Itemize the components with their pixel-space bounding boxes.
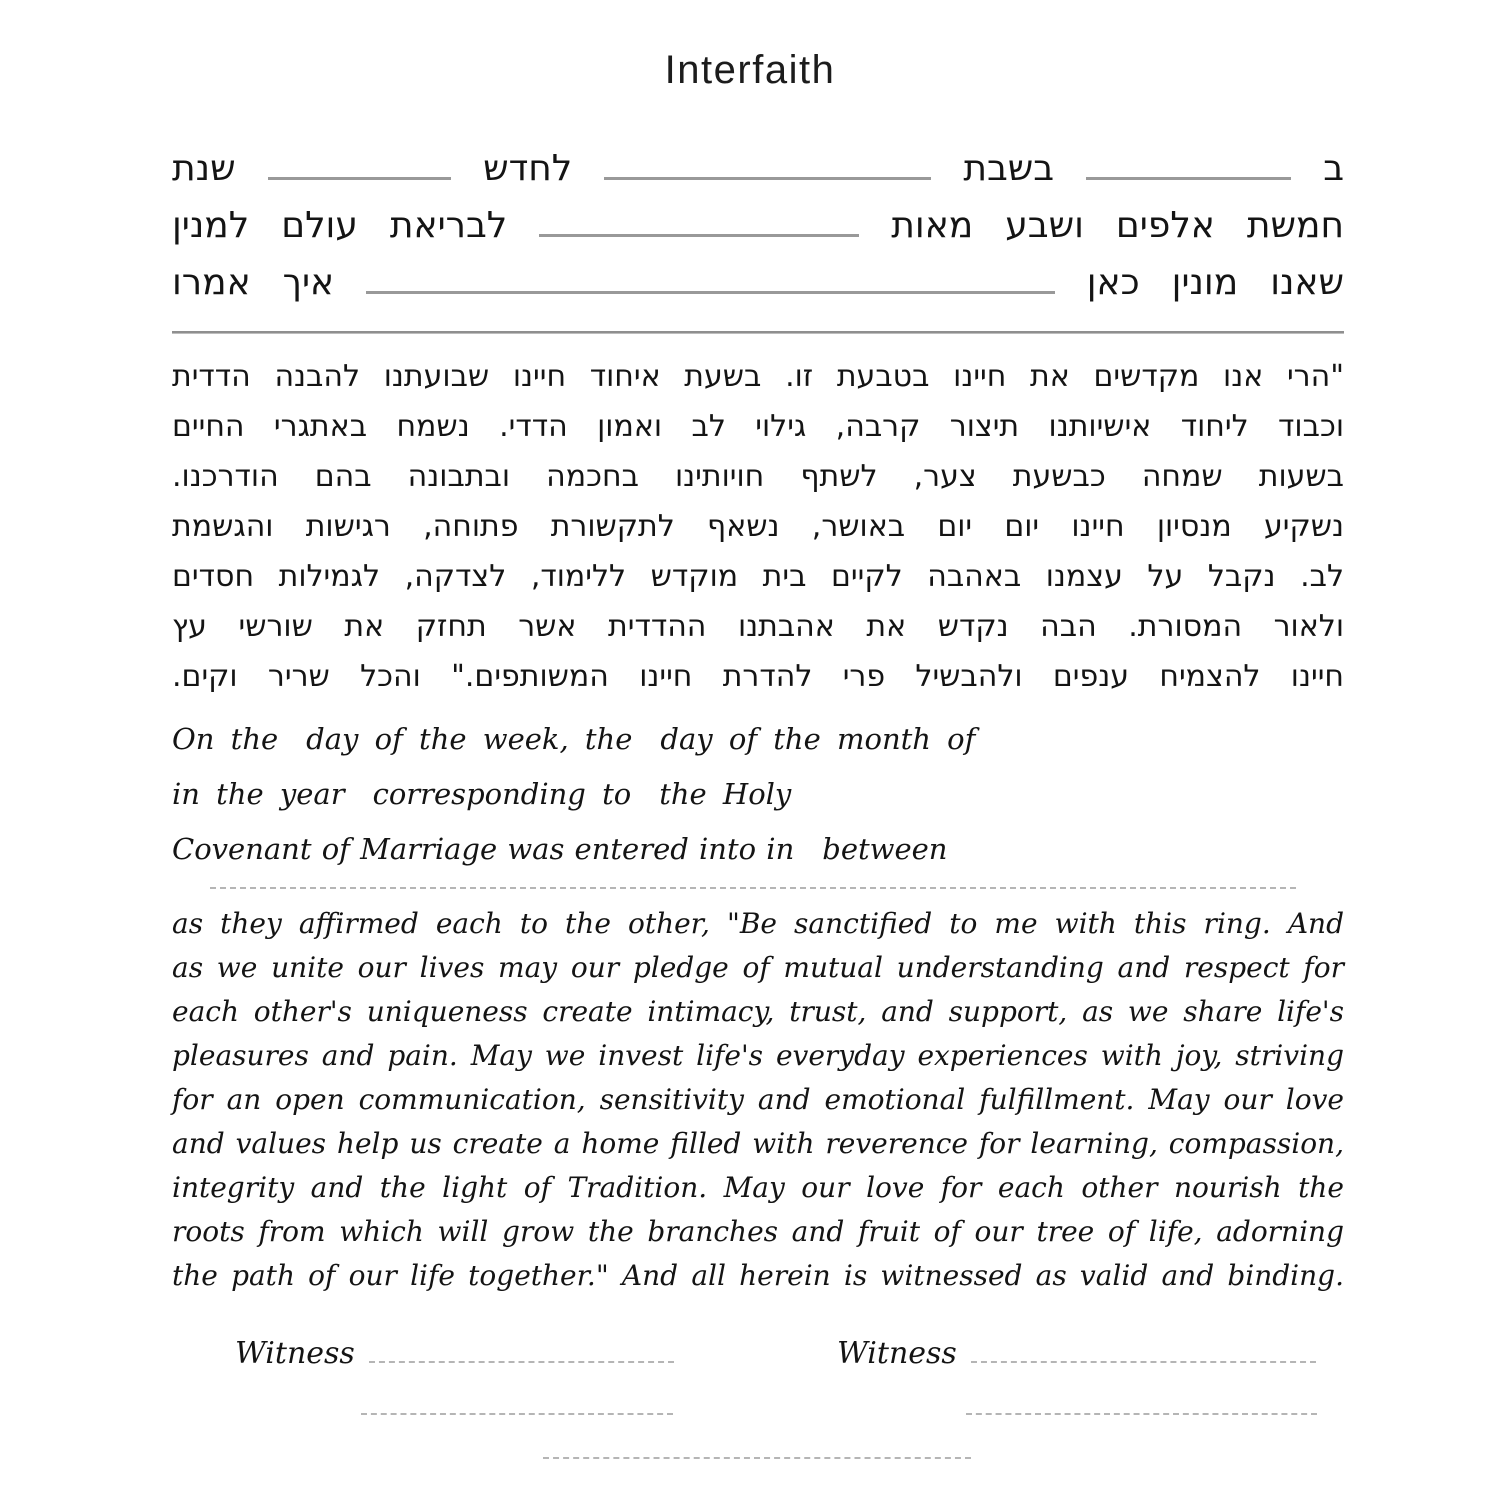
hebrew-word: מאות: [891, 205, 974, 246]
hebrew-date-section: [172, 148, 1344, 319]
hebrew-word: עולם: [281, 205, 358, 246]
hebrew-word: ב: [1323, 148, 1344, 189]
english-paragraph-line: roots from which will grow the branches and fruit of our tree of life, adorning: [172, 1215, 1344, 1248]
english-phrase: the Holy: [659, 777, 792, 811]
document-title: Interfaith: [664, 48, 836, 92]
witness-name-line: [361, 1412, 673, 1415]
hebrew-word: ושבע: [1005, 205, 1084, 246]
english-date-section: [172, 722, 1344, 887]
bottom-center-line: [543, 1456, 971, 1459]
hebrew-word: שנת: [172, 148, 236, 189]
english-date-row-2: [172, 777, 1344, 832]
english-phrase: corresponding to: [372, 777, 632, 811]
hebrew-paragraph-line: חיינו להצמיח ענפים ולהבשיל פרי להדרת חיינו המשותפים." והכל שריר וקים.: [172, 659, 1344, 694]
english-phrase: between: [822, 832, 948, 866]
witness-label-left: Witness: [235, 1336, 355, 1371]
hebrew-word: בשבת: [963, 148, 1055, 189]
hebrew-word: חמשת: [1246, 205, 1344, 246]
witness-label-right: Witness: [837, 1336, 957, 1371]
english-paragraph-line: for an open communication, sensitivity and emotional fulfillment. May our love: [172, 1083, 1344, 1116]
hebrew-date-row-3: [172, 262, 1344, 319]
english-paragraph-line: as they affirmed each to the other, "Be sanctified to me with this ring. And: [172, 907, 1344, 940]
english-paragraph-line: the path of our life together." And all herein is witnessed as valid and binding.: [172, 1259, 1344, 1292]
fill-blank-line: [604, 176, 931, 180]
fill-blank-line: [366, 290, 1055, 294]
hebrew-paragraph-line: בשעות שמחה כבשעת צער, לשתף חויותינו בחכמה ובתבונה בהם הודרכנו.: [172, 459, 1344, 494]
hebrew-word: למנין: [172, 205, 250, 246]
section-divider-rule: [172, 331, 1344, 334]
english-date-row-3: [172, 832, 1344, 887]
english-phrase: day of the week, the: [306, 722, 633, 756]
between-names-blank-line: [210, 886, 1296, 889]
hebrew-word: כאן: [1086, 262, 1140, 303]
english-phrase: On the: [172, 722, 279, 756]
hebrew-paragraph-line: "הרי אנו מקדשים את חיינו בטבעת זו. בשעת איחוד חיינו שבועתנו להבנה הדדית: [172, 359, 1344, 394]
hebrew-paragraph-line: וכבוד ליחוד אישיותנו תיצור קרבה, גילוי לב ואמון הדדי. נשמח באתגרי החיים: [172, 409, 1344, 444]
witness-left-group: [235, 1336, 674, 1371]
hebrew-word: לבריאת: [389, 205, 508, 246]
hebrew-word: אלפים: [1115, 205, 1215, 246]
hebrew-paragraph-line: נשקיע מנסיון חיינו יום יום באושר, נשאף לתקשורת פתוחה, רגישות והגשמת: [172, 509, 1344, 544]
english-paragraph-line: integrity and the light of Tradition. May our love for each other nourish the: [172, 1171, 1344, 1204]
hebrew-word: איך: [282, 262, 335, 303]
english-paragraph-line: as we unite our lives may our pledge of mutual understanding and respect for: [172, 951, 1344, 984]
hebrew-paragraph-line: לב. נקבל על עצמנו באהבה לקיים בית מוקדש ללימוד, לצדקה, לגמילות חסדים: [172, 559, 1344, 594]
english-paragraph-line: each other's uniqueness create intimacy, trust, and support, as we share life's: [172, 995, 1344, 1028]
english-paragraph-line: pleasures and pain. May we invest life's everyday experiences with joy, striving: [172, 1039, 1344, 1072]
english-phrase: in the year: [172, 777, 345, 811]
hebrew-word: שאנו: [1270, 262, 1344, 303]
fill-blank-line: [539, 233, 859, 237]
hebrew-word: אמרו: [172, 262, 251, 303]
english-paragraph: [172, 902, 1344, 1298]
witness-name-line: [966, 1412, 1317, 1415]
hebrew-word: לחדש: [483, 148, 573, 189]
witness-signature-line: [971, 1360, 1316, 1363]
fill-blank-line: [268, 176, 452, 180]
witness-signature-line: [369, 1360, 674, 1363]
english-phrase: day of the month of: [660, 722, 976, 756]
hebrew-date-row-2: [172, 205, 1344, 262]
witness-right-group: [837, 1336, 1316, 1371]
hebrew-paragraph-line: ולאור המסורת. הבה נקדש את אהבתנו ההדדית אשר תחזק את שורשי עץ: [172, 609, 1344, 644]
fill-blank-line: [1086, 176, 1291, 180]
hebrew-paragraph: [172, 352, 1344, 702]
english-date-row-1: [172, 722, 1344, 777]
english-phrase: Covenant of Marriage was entered into in: [172, 832, 795, 866]
hebrew-date-row-1: [172, 148, 1344, 205]
hebrew-word: מונין: [1171, 262, 1239, 303]
english-paragraph-line: and values help us create a home filled with reverence for learning, compassion,: [172, 1127, 1344, 1160]
